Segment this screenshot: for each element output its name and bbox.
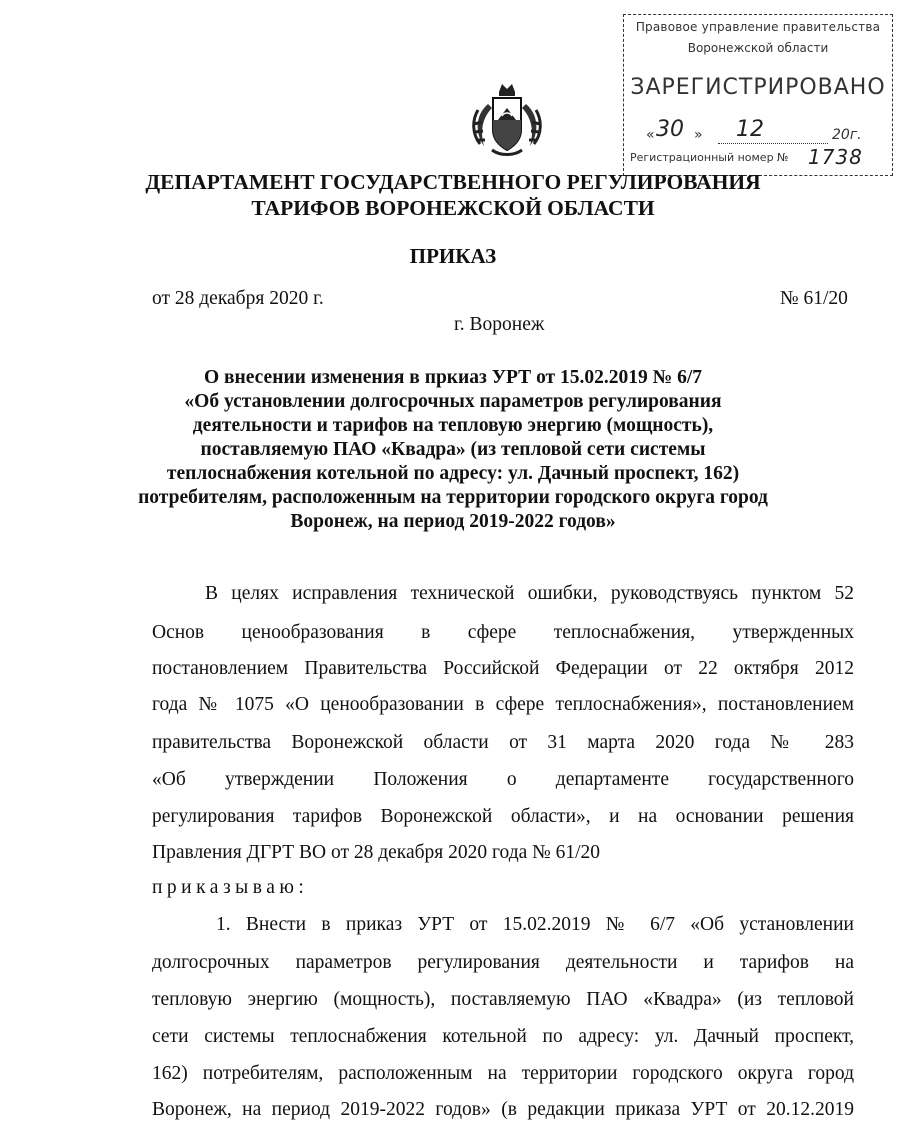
subject-line: потребителям, расположенным на территории городского округа город: [138, 487, 768, 508]
stamp-date: « 30 » 12 20г.: [646, 117, 862, 143]
item-line: сети системы теплоснабжения котельной по адресу: ул. Дачный проспект,: [152, 1026, 854, 1047]
item-line: 1. Внести в приказ УРТ от 15.02.2019 № 6/7 «Об установлении: [216, 914, 854, 935]
body-line: правительства Воронежской области от 31 марта 2020 года № 283: [152, 732, 854, 753]
order-number: № 61/20: [780, 288, 848, 309]
stamp-reg-number: 1738: [808, 145, 863, 169]
order-title: ПРИКАЗ: [409, 244, 497, 268]
stamp-line-1: Правовое управление правительства: [635, 20, 881, 34]
stamp-line-2: Воронежской области: [687, 41, 829, 55]
stamp-year: 20г.: [832, 127, 862, 143]
body-line: «Об утверждении Положения о департаменте государственного: [152, 769, 854, 790]
stamp-status: ЗАРЕГИСТРИРОВАНО: [630, 75, 886, 100]
department-name-line-1: ДЕПАРТАМЕНТ ГОСУДАРСТВЕННОГО РЕГУЛИРОВАНИЯ: [145, 170, 761, 194]
department-name-line-2: ТАРИФОВ ВОРОНЕЖСКОЙ ОБЛАСТИ: [251, 196, 655, 220]
item-line: долгосрочных параметров регулирования деятельности и тарифов на: [152, 952, 854, 973]
body-line: регулирования тарифов Воронежской области», и на основании решения: [152, 806, 854, 827]
body-line: В целях исправления технической ошибки, руководствуясь пунктом 52: [205, 583, 854, 604]
coat-of-arms-icon: [466, 80, 548, 160]
subject-line: О внесении изменения в пркиаз УРТ от 15.02.2019 № 6/7: [203, 367, 703, 388]
item-line: Воронеж, на период 2019-2022 годов» (в редакции приказа УРТ от 20.12.2019: [152, 1099, 854, 1120]
stamp-reg-label: Регистрационный номер №: [630, 151, 789, 164]
body-line: года № 1075 «О ценообразовании в сфере теплоснабжения», постановлением: [152, 694, 854, 715]
registration-stamp: [623, 14, 893, 176]
stamp-month: 12: [736, 117, 764, 142]
orders-word: приказываю:: [152, 877, 309, 898]
body-line: Правления ДГРТ ВО от 28 декабря 2020 года № 61/20: [152, 842, 601, 863]
order-date: от 28 декабря 2020 г.: [152, 288, 324, 309]
subject-line: теплоснабжения котельной по адресу: ул. Дачный проспект, 162): [166, 463, 740, 484]
item-line: тепловую энергию (мощность), поставляемую ПАО «Квадра» (из тепловой: [152, 989, 854, 1010]
subject-line: поставляемую ПАО «Квадра» (из тепловой сети системы: [200, 439, 706, 460]
subject-line: «Об установлении долгосрочных параметров регулирования: [184, 391, 722, 412]
body-line: Основ ценообразования в сфере теплоснабжения, утвержденных: [152, 622, 854, 643]
stamp-day: 30: [656, 117, 684, 142]
body-line: постановлением Правительства Российской Федерации от 22 октября 2012: [152, 658, 854, 679]
order-city: г. Воронеж: [454, 314, 545, 335]
item-line: 162) потребителям, расположенным на территории городского округа город: [152, 1063, 854, 1084]
subject-line: деятельности и тарифов на тепловую энергию (мощность),: [192, 415, 714, 436]
subject-line: Воронеж, на период 2019-2022 годов»: [290, 511, 616, 532]
